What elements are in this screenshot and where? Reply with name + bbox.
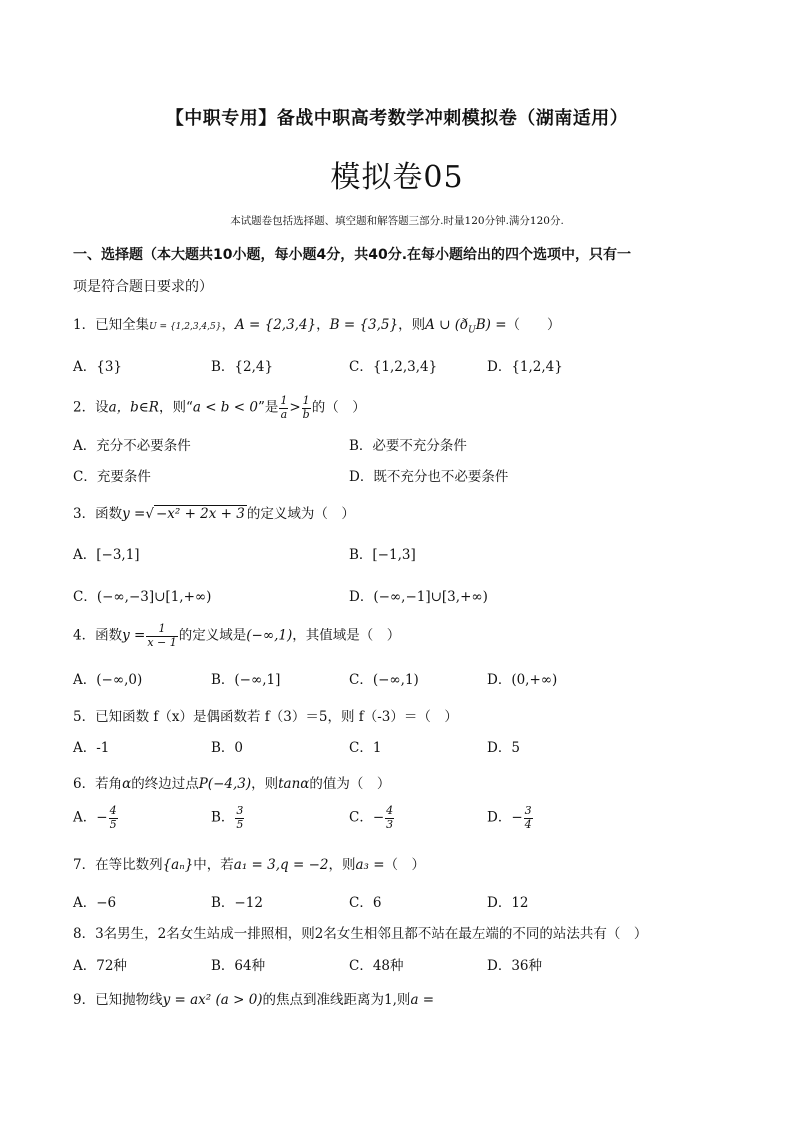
option-d: D．36种 [487, 958, 543, 974]
option-b: B．−12 [211, 895, 263, 911]
option-c: C．1 [349, 740, 382, 756]
option-b: B． $\frac{3}{5}$ [211, 804, 244, 831]
question-5: 5．已知函数 f（x）是偶函数若 f（3）＝5，则 f（-3）＝（ ） [73, 709, 458, 725]
radicand: −x² + 2x + 3 [155, 506, 245, 522]
option-b: B．(−∞,1] [211, 672, 281, 688]
option-a: A．充分不必要条件 [73, 438, 191, 454]
option-c: C．(−∞,1) [349, 672, 419, 688]
option-c: C．充要条件 [73, 469, 151, 485]
option-a: A．{3} [73, 359, 123, 375]
option-d: D．5 [487, 740, 520, 756]
option-c: C．48种 [349, 958, 404, 974]
option-c: C．(−∞,−3]∪[1,+∞) [73, 589, 212, 605]
question-6: 6．若角α的终边过点P(−4,3)，则tanα的值为（ ） [73, 776, 391, 792]
option-a: A．[−3,1] [73, 547, 140, 563]
option-c: C．{1,2,3,4} [349, 359, 438, 375]
universal-set: U = {1,2,3,4,5} [149, 322, 222, 332]
option-a: A．−6 [73, 895, 117, 911]
option-d: D．12 [487, 895, 529, 911]
option-b: B．{2,4} [211, 359, 274, 375]
fraction: $\frac{4}{3}$ [386, 804, 394, 831]
question-9: 9．已知抛物线y = ax² (a > 0)的焦点到准线距离为1,则a = [73, 992, 435, 1008]
set-a: A = {2,3,4} [234, 317, 317, 333]
question-7: 7．在等比数列{aₙ}中，若a₁ = 3,q = −2，则a₃ =（ ） [73, 857, 426, 873]
option-d: D．(0,+∞) [487, 672, 558, 688]
option-c: C．− $\frac{4}{3}$ [349, 804, 394, 831]
fraction: $\frac{4}{5}$ [109, 804, 117, 831]
sqrt-sign: √ [145, 506, 154, 522]
question-8: 8．3名男生，2名女生站成一排照相，则2名女生相邻且都不站在最左端的不同的站法共有（ ） [73, 926, 648, 942]
option-a: A．(−∞,0) [73, 672, 143, 688]
option-b: B．64种 [211, 958, 266, 974]
option-a: A．72种 [73, 958, 127, 974]
question-1: 1．已知全集U = {1,2,3,4,5}，A = {2,3,4}，B = {3,5}，则A ∪ $(ð_UB)$ =（ ） [73, 317, 561, 336]
option-d: D．既不充分也不必要条件 [349, 469, 509, 485]
option-d: D．{1,2,4} [487, 359, 563, 375]
fraction: $\frac{1}{x - 1}$ [147, 622, 177, 649]
fraction: $\frac{3}{5}$ [236, 804, 244, 831]
paper-title: 模拟卷05 [330, 160, 464, 195]
set-b: B = {3,5} [329, 317, 399, 333]
fraction: $\frac{3}{4}$ [524, 804, 532, 831]
question-4: 4．函数y = $\frac{1}{x - 1}$ 的定义域是(−∞,1)，其值域是（ ） [73, 622, 401, 649]
set-expression: A ∪ $(ð_UB)$ = [425, 317, 507, 336]
option-d: D．− $\frac{3}{4}$ [487, 804, 532, 831]
option-a: A．− $\frac{4}{5}$ [73, 804, 117, 831]
section-heading-cont: 项是符合题日要求的） [73, 279, 213, 295]
option-b: B．[−1,3] [349, 547, 416, 563]
question-3: 3．函数y =√ −x² + 2x + 3 的定义域为（ ） [73, 506, 355, 522]
section-heading: 一、选择题（本大题共10小题，每小题4分，共40分.在每小题给出的四个选项中，只有一 [73, 247, 632, 263]
option-b: B．必要不充分条件 [349, 438, 467, 454]
series-title: 【中职专用】备战中职高考数学冲刺模拟卷（湖南适用） [165, 108, 629, 129]
fraction: $\frac{1}{a}$ [280, 394, 288, 421]
exam-note: 本试题卷包括选择题、填空题和解答题三部分.时量120分钟.满分120分. [230, 215, 564, 227]
fraction: $\frac{1}{b}$ [302, 394, 310, 421]
option-a: A．-1 [73, 740, 110, 756]
option-c: C．6 [349, 895, 382, 911]
option-d: D．(−∞,−1]∪[3,+∞) [349, 589, 488, 605]
option-b: B．0 [211, 740, 244, 756]
question-2: 2．设a，b∈R，则“a < b < 0”是 $\frac{1}{a}$ > $\frac{1}{b}$ 的（ ） [73, 394, 366, 421]
